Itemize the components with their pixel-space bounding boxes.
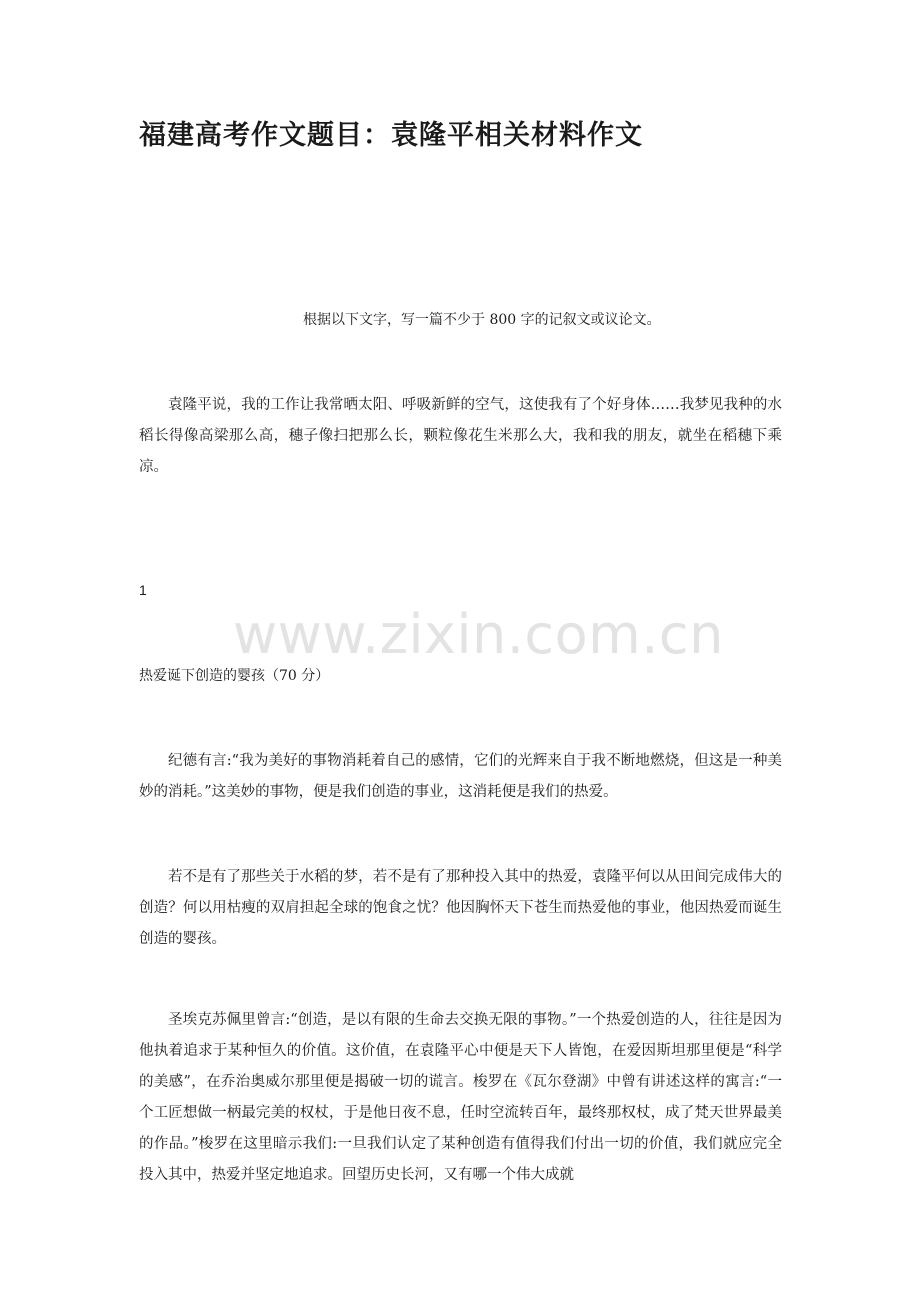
essay-paragraph-1: 纪德有言:“我为美好的事物消耗着自己的感情，它们的光辉来自于我不断地燃烧，但这是一种美妙的消耗。”这美妙的事物，便是我们创造的事业，这消耗便是我们的热爱。	[139, 753, 782, 800]
essay-paragraph-3: 圣埃克苏佩里曾言:“创造，是以有限的生命去交换无限的事物。”一个热爱创造的人，往往是因为他执着追求于某种恒久的价值。这价值，在袁隆平心中便是天下人皆饱，在爱因斯坦那里便是“科学的美感”，在乔治奥威尔那里便是揭破一切的谎言。梭罗在《瓦尔登湖》中曾有讲述这样的寓言:“一个工匠想做一柄最完美的权杖，于是他日夜不息，任时空流转百年，最终那权杖，成了梵天世界最美的作品。”梭罗在这里暗示我们:一旦我们认定了某种创造有值得我们付出一切的价值，我们就应完全投入其中，热爱并坚定地追求。回望历史长河，又有哪一个伟大成就	[139, 1012, 782, 1183]
page-number: 1	[139, 582, 147, 598]
document-title: 福建高考作文题目：袁隆平相关材料作文	[139, 120, 643, 151]
essay-paragraph-2: 若不是有了那些关于水稻的梦，若不是有了那种投入其中的热爱，袁隆平何以从田间完成伟大的创造？何以用枯瘦的双肩担起全球的饱食之忧？他因胸怀天下苍生而热爱他的事业，他因热爱而诞生创造的婴孩。	[139, 869, 782, 947]
essay-heading: 热爱诞下创造的婴孩（70 分）	[139, 668, 330, 684]
writing-instruction: 根据以下文字，写一篇不少于 800 字的记叙文或议论文。	[303, 312, 661, 328]
material-paragraph: 袁隆平说，我的工作让我常晒太阳、呼吸新鲜的空气，这使我有了个好身体……我梦见我种的水稻长得像高梁那么高，穗子像扫把那么长，颗粒像花生米那么大，我和我的朋友，就坐在稻穗下乘凉。	[139, 397, 782, 475]
watermark: www.zixin.com.cn	[233, 603, 724, 666]
